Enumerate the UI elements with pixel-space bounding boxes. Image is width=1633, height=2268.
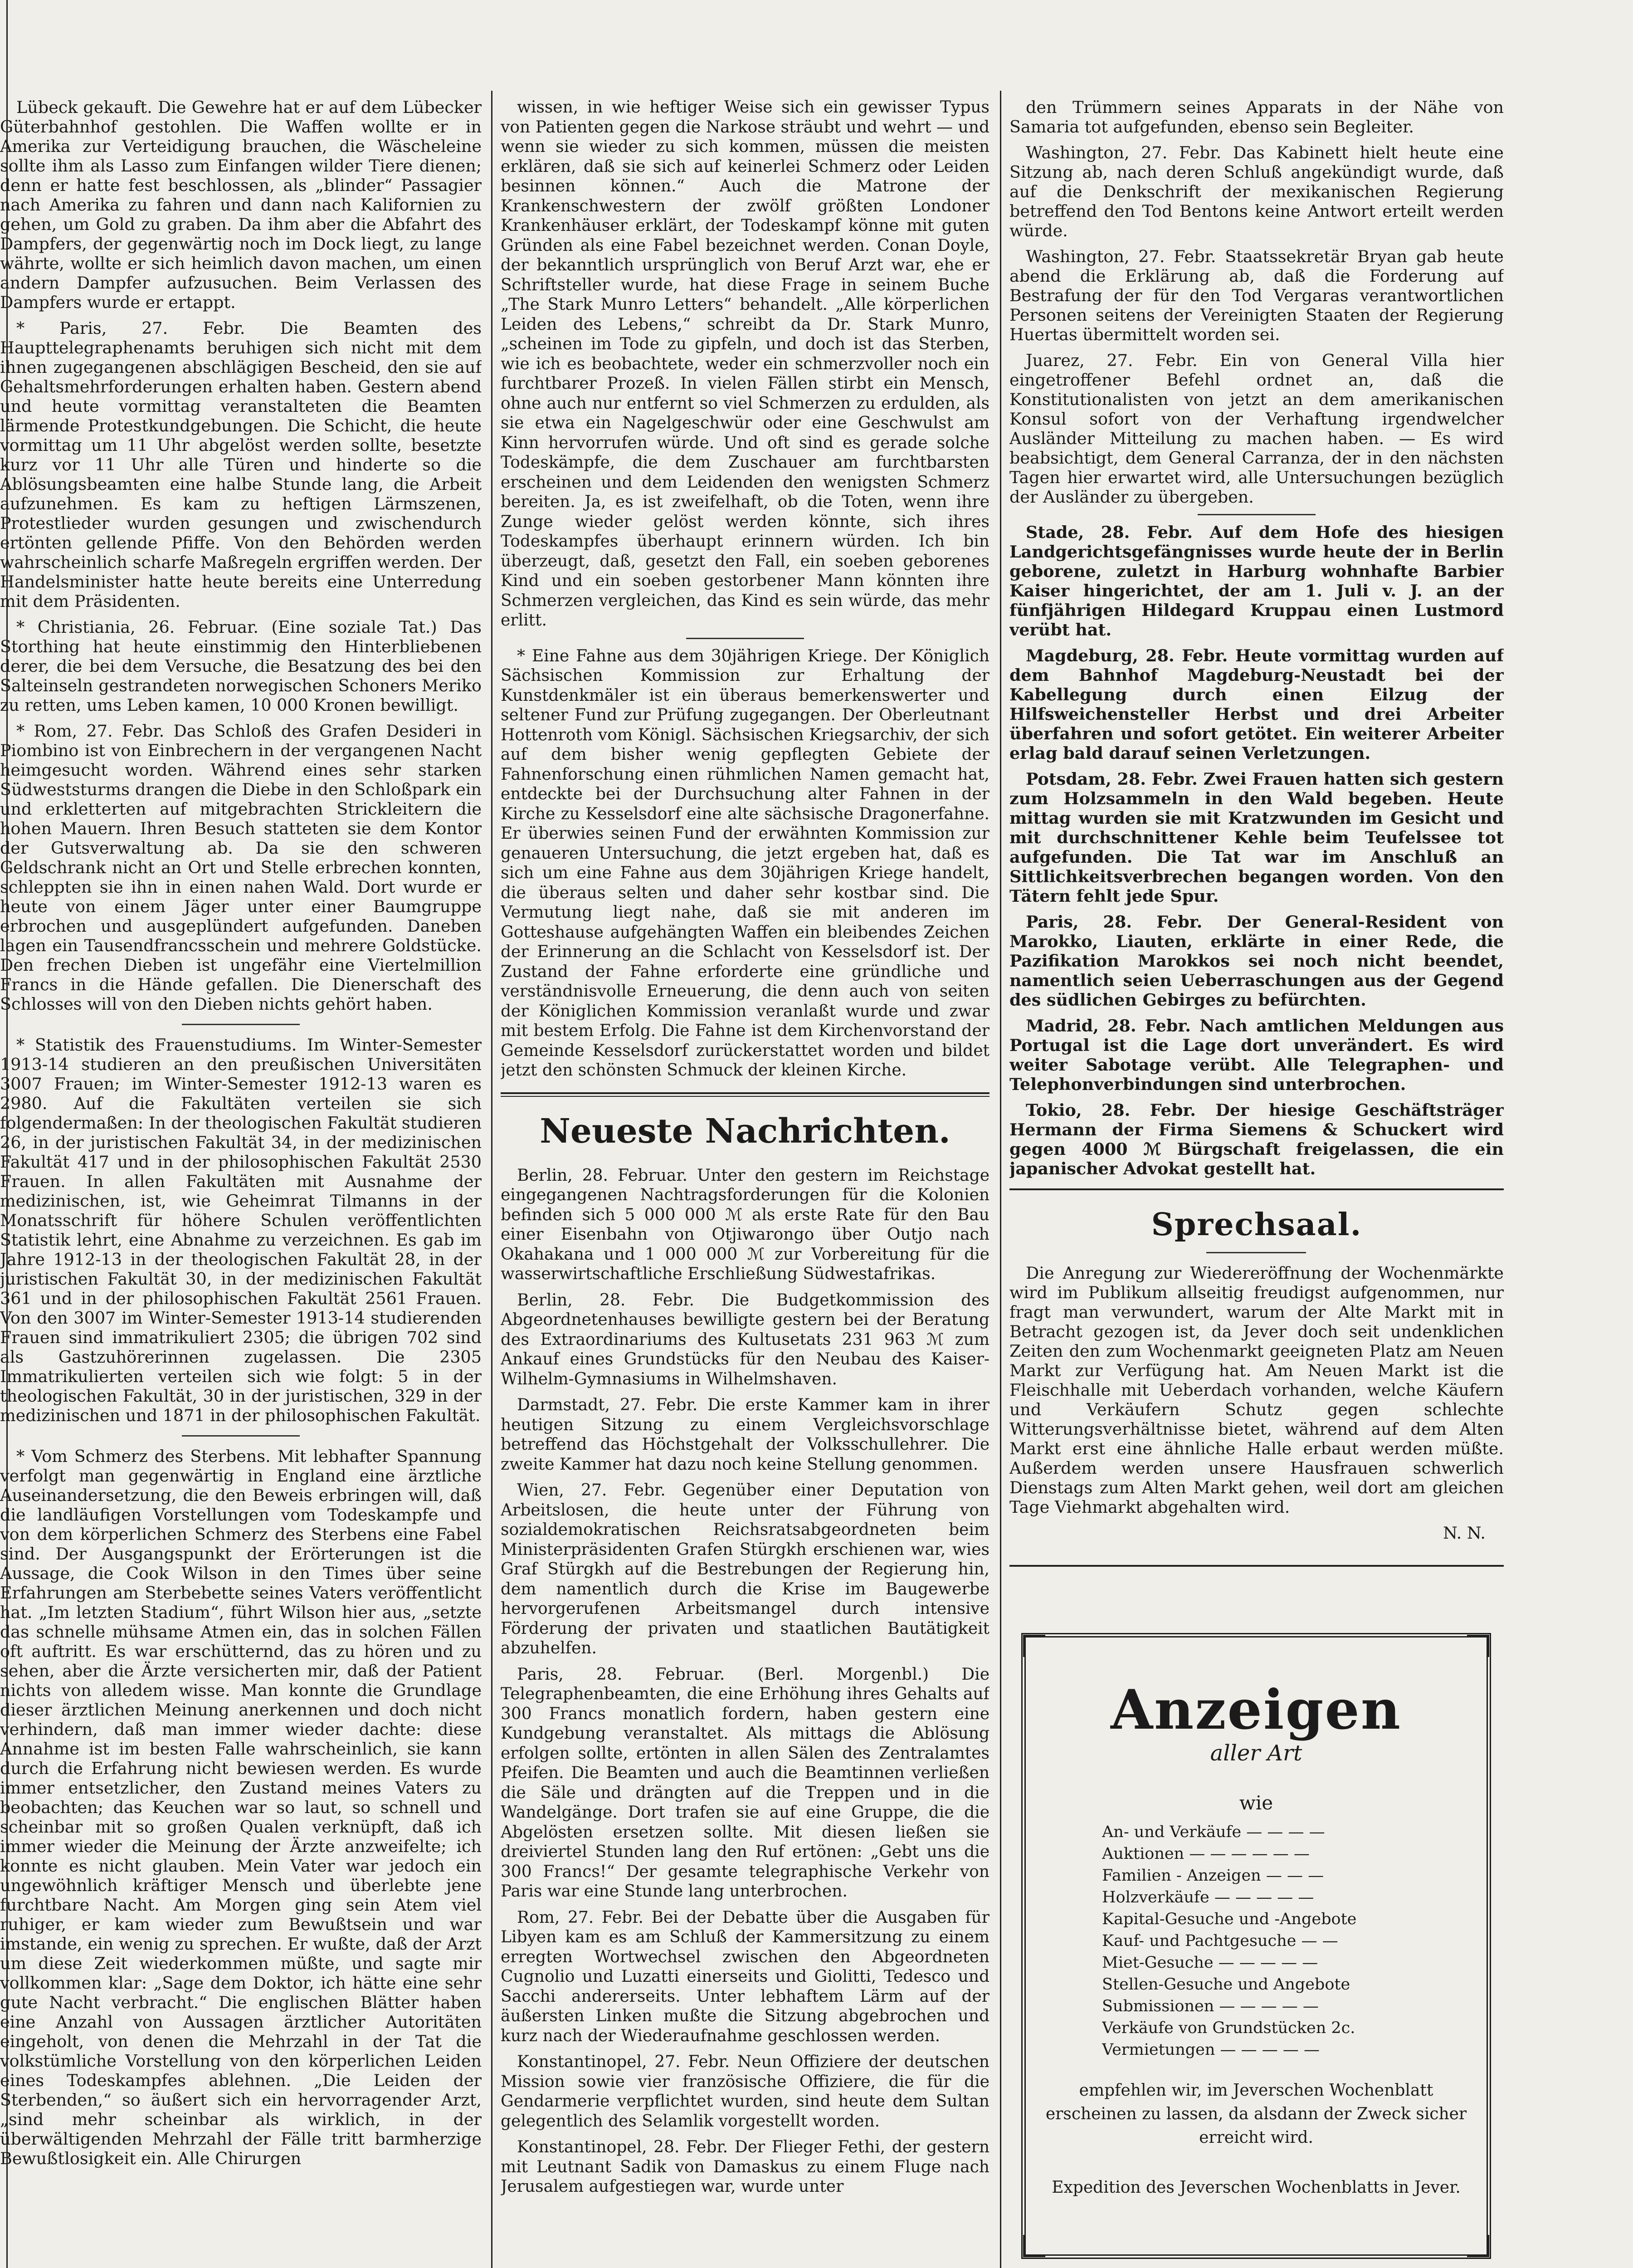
news-berlin-1: Berlin, 28. Februar. Unter den gestern im Reichstage eingegangenen Nachtragsforderungen für die Kolonien befinden sich 5 000 000 ℳ als erste Rate für den Bau einer Eisenbahn von Otjiwarongo über Outjo nach Okahakana und 1 000 000 ℳ zur Vorbereitung für die wasserwirtschaftliche Erschließung Südwestafrikas.	[501, 1166, 990, 1283]
column-3	[1009, 98, 1504, 1218]
ad-expedition: Expedition des Jeverschen Wochenblatts in Jever.	[1052, 2178, 1461, 2197]
article-christiania: * Christiania, 26. Februar. (Eine soziale Tat.) Das Storthing hat heute einstimmig den Hinterbliebenen derer, die bei dem Versuche, die Besatzung des bei den Salteinseln gestrandeten norwegischen Schoners Meriko zu retten, ums Leben kamen, 10 000 Kronen bewilligt.	[0, 617, 482, 715]
news-paris: Paris, 28. Februar. (Berl. Morgenbl.) Die Telegraphenbeamten, die eine Erhöhung ihres Gehalts auf 300 Francs monatlich fordern, haben gestern eine Kundgebung veranstaltet. Als mittags die Ablösung erfolgen sollte, ertönten in allen Sälen des Zentralamtes Pfeifen. Die Beamten und auch die Beamtinnen verließen die Säle und drängten auf die Treppen und in die Wandelgänge. Dort trafen sie auf eine Gruppe, die die Abgelösten ersetzen sollte. Mit diesen ließen sie dreiviertel Stunden lang den Ruf ertönen: „Gebt uns die 300 Francs!“ Der gesamte telegraphische Verkehr von Paris war eine Stunde lang unterbrochen.	[501, 1665, 990, 1901]
sprechsaal-heading: Sprechsaal.	[1151, 1207, 1362, 1243]
ad-title: Anzeigen	[1111, 1678, 1402, 1742]
article-schmerz-cont: wissen, in wie heftiger Weise sich ein gewisser Typus von Patienten gegen die Narkose sträubt und wehrt — und wenn sie wieder zu sich kommen, müssen die meisten erklären, daß sie sich auf keinerlei Schmerz oder Leiden besinnen können.“ Auch die Matrone der Krankenschwestern der zwölf größten Londoner Krankenhäuser erklärt, der Todeskampf könne mit guten Gründen als eine Fabel bezeichnet werden. Conan Doyle, der bekanntlich ursprünglich von Beruf Arzt war, ehe er Schriftsteller wurde, hat diese Frage in seinem Buche „The Stark Munro Letters“ behandelt. „Alle körperlichen Leiden des Lebens,“ schreibt da Dr. Stark Munro, „scheinen im Tode zu gipfeln, und doch ist das Sterben, wie ich es beobachtete, weder ein schmerzvoller noch ein furchtbarer Prozeß. In vielen Fällen stirbt ein Mensch, ohne auch nur entfernt so viel Schmerzen zu erdulden, als sie etwa ein Nagelgeschwür oder eine Geschwulst am Kinn hervorrufen würde. Und oft sind es gerade solche Todeskämpfe, die dem Zuschauer am furchtbarsten erscheinen und dem Leidenden den wenigsten Schmerz bereiten. Ja, es ist zweifelhaft, ob die Toten, wenn ihre Zunge wieder gelöst werden könnte, sich ihres Todeskampfes überhaupt erinnern würden. Ich bin überzeugt, daß, gesetzt den Fall, ein soeben geborenes Kind und ein soeben gestorbener Mann könnten ihre Schmerzen vergleichen, das Kind es sein würde, das mehr erlitt.	[501, 98, 990, 630]
ornament-corner	[1023, 1635, 1045, 1657]
news-paris-marokko: Paris, 28. Febr. Der General-Resident von Marokko, Liauten, erklärte in einer Rede, die Pazifikation Marokkos sei noch nicht beendet, namentlich seien Ueberraschungen aus der Gegend des südlichen Gebirges zu befürchten.	[1009, 912, 1504, 1010]
ad-list-item: An- und Verkäufe — — — —	[1102, 1823, 1325, 1841]
ad-footer: empfehlen wir, im Jeverschen Wochenblatt erscheinen zu lassen, da alsdann der Zweck sicher erreicht wird.	[1045, 2081, 1467, 2147]
ad-list-item: Familien - Anzeigen — — —	[1102, 1867, 1324, 1885]
news-washington-1: Washington, 27. Febr. Das Kabinett hielt heute eine Sitzung ab, nach deren Schluß angekündigt wurde, daß auf die Denkschrift der mexikanischen Regierung betreffend den Tod Bentons keine Antwort erteilt werden würde.	[1009, 143, 1504, 240]
sprechsaal-text: Die Anregung zur Wiedereröffnung der Wochenmärkte wird im Publikum allseitig freudigst aufgenommen, nur fragt man verwundert, warum der Alte Markt mit in Betracht gezogen ist, da Jever doch seit undenklichen Zeiten den zum Wochenmarkt geeigneten Platz am Neuen Markt zur Verfügung hat. Am Neuen Markt ist die Fleischhalle mit Ueberdach vorhanden, welche Käufern und Verkäufern Schutz gegen schlechte Witterungsverhältnisse bietet, während auf dem Alten Markt erst eine ähnliche Halle erbaut werden müßte. Außerdem werden unsere Hausfrauen schwerlich Dienstags zum Alten Markt gehen, weil dort am gleichen Tage Viehmarkt abgehalten wird.	[1009, 1263, 1504, 1517]
neueste-top-rule	[501, 1092, 990, 1094]
ornament-corner	[1467, 2235, 1489, 2257]
column-rule	[491, 91, 492, 2268]
sprechsaal-top-rule	[1009, 1188, 1504, 1190]
ad-list	[1102, 1821, 1410, 2061]
ornament-corner	[1467, 1635, 1489, 1657]
column-1	[0, 98, 482, 2268]
news-wien: Wien, 27. Febr. Gegenüber einer Deputation von Arbeitslosen, die heute unter der Führung von sozialdemokratischen Reichsratsabgeordneten beim Ministerpräsidenten Grafen Stürgkh erschienen war, wies Graf Stürgkh auf die Bestrebungen der Regierung hin, dem namentlich durch die Krise im Baugewerbe hervorgerufenen Arbeitsmangel durch intensive Förderung der privaten und staatlichen Bautätigkeit abzuhelfen.	[501, 1481, 990, 1657]
article-paris-telegraph: * Paris, 27. Febr. Die Beamten des Haupttelegraphenamts beruhigen sich nicht mit dem ihnen zugegangenen abschlägigen Bescheid, den sie auf Gehaltsmehrforderungen erhalten haben. Gestern abend und heute vormittag veranstalteten die Beamten lärmende Protestkundgebungen. Die Schicht, die heute vormittag um 11 Uhr abgelöst werden sollte, besetzte kurz vor 11 Uhr alle Türen und hinderte so die Ablösungsbeamten eine halbe Stunde lang, die Arbeit aufzunehmen. Es kam zu heftigen Lärmszenen, Protestlieder wurden gesungen und zwischendurch ertönten gellende Pfiffe. Von den Behörden werden wahrscheinlich scharfe Maßregeln ergriffen werden. Der Handelsminister hatte heute bereits eine Unterredung mit dem Präsidenten.	[0, 318, 482, 611]
ad-list-item: Stellen-Gesuche und Angebote	[1102, 1975, 1350, 1994]
ad-list-item: Auktionen — — — — — —	[1102, 1845, 1310, 1863]
news-rom: Rom, 27. Febr. Bei der Debatte über die Ausgaben für Libyen kam es am Schluß der Kammersitzung zu einem erregten Wortwechsel zwischen den Abgeordneten Cugnolio und Luzatti einerseits und Giolitti, Tedesco und Sacchi andererseits. Unter lebhaftem Lärm auf der äußersten Linken mußte die Sitzung abgebrochen und kurz nach der Wiederaufnahme geschlossen werden.	[501, 1908, 990, 2045]
news-potsdam: Potsdam, 28. Febr. Zwei Frauen hatten sich gestern zum Holzsammeln in den Wald begeben. Heute mittag wurden sie mit Kratzwunden im Gesicht und mit durchschnittener Kehle beim Teufelssee tot aufgefunden. Die Tat war im Anschluß an Sittlichkeitsverbrechen begangen worden. Von den Tätern fehlt jede Spur.	[1009, 769, 1504, 906]
news-stade: Stade, 28. Febr. Auf dem Hofe des hiesigen Landgerichtsgefängnisses wurde heute der in Berlin geborene, zuletzt in Harburg wohnhafte Barbier Kaiser hingerichtet, der am 1. Juli v. J. an der fünfjährigen Hildegard Kruppau einen Lustmord verübt hat.	[1009, 523, 1504, 640]
sprechsaal-signature: N. N.	[1443, 1523, 1486, 1543]
separator	[686, 638, 804, 639]
ornament-corner	[1023, 2235, 1045, 2257]
neueste-top-rule-2	[501, 1096, 990, 1097]
ad-list-item: Holzverkäufe — — — — —	[1102, 1888, 1314, 1906]
ad-wie: wie	[1239, 1792, 1273, 1814]
news-samaria: den Trümmern seines Apparats in der Nähe von Samaria tot aufgefunden, ebenso sein Begleiter.	[1009, 98, 1504, 137]
ad-list-item: Miet-Gesuche — — — — —	[1102, 1954, 1318, 1972]
news-magdeburg: Magdeburg, 28. Febr. Heute vormittag wurden auf dem Bahnhof Magdeburg-Neustadt bei der Kabellegung durch einen Eilzug der Hilfsweichensteller Herbst und drei Arbeiter überfahren und sofort getötet. Ein weiterer Arbeiter erlag bald darauf seinen Verletzungen.	[1009, 646, 1504, 763]
column-2	[501, 98, 990, 2268]
separator	[182, 1024, 300, 1025]
neueste-nachrichten-heading: Neueste Nachrichten.	[540, 1111, 951, 1151]
news-berlin-2: Berlin, 28. Febr. Die Budgetkommission des Abgeordnetenhauses bewilligte gestern bei der Beratung des Extraordinariums des Kultusetats 231 963 ℳ zum Ankauf eines Grundstücks für den Neubau des Kaiser-Wilhelm-Gymnasiums in Wilhelmshaven.	[501, 1290, 990, 1388]
news-darmstadt: Darmstadt, 27. Febr. Die erste Kammer kam in ihrer heutigen Sitzung zu einem Vergleichsvorschlage betreffend das Höchstgehalt der Volksschullehrer. Die zweite Kammer hat dazu noch keine Stellung genommen.	[501, 1396, 990, 1474]
separator	[182, 1435, 300, 1437]
ad-list-item: Verkäufe von Grundstücken 2c.	[1102, 2019, 1355, 2037]
anzeigen-advertisement	[1021, 1633, 1491, 2259]
news-tokio: Tokio, 28. Febr. Der hiesige Geschäftsträger Hermann der Firma Siemens & Schuckert wird gegen 4000 ℳ Bürgschaft freigelassen, die ein japanischer Advokat gestellt hat.	[1009, 1100, 1504, 1178]
news-washington-2: Washington, 27. Febr. Staatssekretär Bryan gab heute abend die Erklärung ab, daß die Forderung auf Bestrafung der für den Tod Vergaras verantwortlichen Personen seitens der Vereinigten Staaten der Regierung Huertas übermittelt worden sei.	[1009, 247, 1504, 344]
ad-top-rule	[1009, 1565, 1504, 1567]
ad-list-item: Kapital-Gesuche und -Angebote	[1102, 1910, 1357, 1928]
separator	[1198, 514, 1316, 515]
article-frauenstudium: * Statistik des Frauenstudiums. Im Winter-Semester 1913-14 studieren an den preußischen Universitäten 3007 Frauen; im Winter-Semester 1912-13 waren es 2980. Auf die Fakultäten verteilen sie sich folgendermaßen: In der theologischen Fakultät studieren 26, in der juristischen Fakultät 34, in der medizinischen Fakultät 417 und in der philosophischen Fakultät 2530 Frauen. In allen Fakultäten mit Ausnahme der medizinischen, ist, wie Geheimrat Tilmanns in der Monatsschrift für höhere Schulen veröffentlichten Statistik lehrt, eine Abnahme zu verzeichnen. Es gab im Jahre 1912-13 in der theologischen Fakultät 28, in der juristischen Fakultät 30, in der medizinischen Fakultät 361 und in der philosophischen Fakultät 2561 Frauen. Von den 3007 im Winter-Semester 1913-14 studierenden Frauen sind immatrikuliert 2305; die übrigen 702 sind als Gastzuhörerinnen zugelassen. Die 2305 Immatrikulierten verteilen sich wie folgt: 5 in der theologischen Fakultät, 30 in der juristischen, 329 in der medizinischen und 1871 in der philosophischen Fakultät.	[0, 1035, 482, 1425]
article-schmerz-sterbens: * Vom Schmerz des Sterbens. Mit lebhafter Spannung verfolgt man gegenwärtig in England eine ärztliche Auseinandersetzung, die den Beweis erbringen will, daß die landläufigen Vorstellungen vom Todeskampfe und von dem körperlichen Schmerz des Sterbens eine Fabel sind. Der Ausgangspunkt der Erörterungen ist die Aussage, die Cook Wilson in den Times über seine Erfahrungen am Sterbebette seines Vaters veröffentlicht hat. „Im letzten Stadium“, führt Wilson hier aus, „setzte das schnelle mühsame Atmen ein, das in solchen Fällen oft auftritt. Es war erschütternd, das zu hören und zu sehen, aber die Ärzte versicherten mir, daß der Patient nichts von alledem wisse. Man konnte die Grundlage dieser ärztlichen Meinung anerkennen und doch nicht verhindern, daß man immer wieder dachte: diese Annahme ist im besten Falle wahrscheinlich, sie kann durch die Erfahrung nicht bewiesen werden. Es wurde immer entsetzlicher, den Zustand meines Vaters zu beobachten; das Keuchen war so laut, so schnell und scheinbar mit so großen Qualen verknüpft, daß ich immer wieder die Meinung der Ärzte anzweifelte; ich konnte es nicht glauben. Mein Vater war jedoch ein ungewöhnlich kräftiger Mensch und überlebte jene furchtbare Nacht. Am Morgen ging sein Atem viel ruhiger, er kam wieder zum Bewußtsein und war imstande, ein wenig zu sprechen. Er wußte, daß der Arzt um diese Zeit wiederkommen müßte, und sagte mir vollkommen klar: „Sage dem Doktor, ich hätte eine sehr gute Nacht verbracht.“ Die englischen Blätter haben eine Anzahl von Aussagen ärztlicher Autoritäten eingeholt, von denen die Mehrzahl in der Tat die volkstümliche Vorstellung von den körperlichen Leiden eines Todeskampfes ablehnen. „Die Leiden der Sterbenden,“ so äußert sich ein hervorragender Arzt, „sind mehr scheinbar als wirklich, in der überwältigenden Mehrzahl der Fälle tritt barmherzige Bewußtlosigkeit ein. Alle Chirurgen	[0, 1447, 482, 2168]
ad-list-item: Vermietungen — — — — —	[1102, 2041, 1320, 2059]
article-rom-schloss: * Rom, 27. Febr. Das Schloß des Grafen Desideri in Piombino ist von Einbrechern in der vergangenen Nacht heimgesucht worden. Während eines sehr starken Südweststurms drangen die Diebe in den Schloßpark ein und erkletterten auf mitgebrachten Strickleitern die hohen Mauern. Ihren Besuch statteten sie dem Kontor der Gutsverwaltung ab. Da sie den schweren Geldschrank nicht an Ort und Stelle erbrechen konnten, schleppten sie ihn in einen nahen Wald. Dort wurde er heute von einem Jäger unter einer Baumgruppe erbrochen und ausgeplündert aufgefunden. Daneben lagen ein Tausendfrancsschein und mehrere Goldstücke. Den frechen Dieben ist ungefähr eine Viertelmillion Francs in die Hände gefallen. Die Dienerschaft des Schlosses will von den Dieben nichts gehört haben.	[0, 721, 482, 1014]
sprechsaal-column	[1009, 1263, 1504, 1554]
ad-subtitle: aller Art	[1210, 1740, 1302, 1766]
column-rule	[1000, 91, 1001, 2268]
article-luebeck: Lübeck gekauft. Die Gewehre hat er auf dem Lübecker Güterbahnhof gestohlen. Die Waffen wollte er in Amerika zur Verteidigung brauchen, die Wäscheleine sollte ihm als Lasso zum Einfangen wilder Tiere dienen; denn er hatte fest beschlossen, als „blinder“ Passagier nach Amerika zu fahren und dann nach Kalifornien zu gehen, um Gold zu graben. Da ihm aber die Abfahrt des Dampfers, der gegenwärtig noch im Dock liegt, zu lange währte, wollte er sich heimlich davon machen, um einen andern Dampfer aufzusuchen. Beim Verlassen des Dampfers wurde er ertappt.	[0, 98, 482, 312]
separator	[1206, 1252, 1306, 1253]
news-madrid: Madrid, 28. Febr. Nach amtlichen Meldungen aus Portugal ist die Lage dort unverändert. Es wird weiter Sabotage verübt. Alle Telegraphen- und Telephonverbindungen sind unterbrochen.	[1009, 1016, 1504, 1094]
news-konstantinopel-1: Konstantinopel, 27. Febr. Neun Offiziere der deutschen Mission sowie vier französische Offiziere, die für die Gendarmerie verpflichtet wurden, sind heute dem Sultan gelegentlich des Selamlik vorgestellt worden.	[501, 2053, 990, 2131]
ad-content	[1044, 1656, 1468, 2236]
ad-list-item: Submissionen — — — — —	[1102, 1997, 1319, 2015]
news-konstantinopel-2: Konstantinopel, 28. Febr. Der Flieger Fethi, der gestern mit Leutnant Sadik von Damaskus zu einem Fluge nach Jerusalem aufgestiegen war, wurde unter	[501, 2138, 990, 2196]
news-juarez: Juarez, 27. Febr. Ein von General Villa hier eingetroffener Befehl ordnet an, daß die Konstitutionalisten von jetzt an dem amerikanischen Konsul sofort von der Verhaftung irgendwelcher Ausländer Mitteilung zu machen haben. — Es wird beabsichtigt, dem General Carranza, der in den nächsten Tagen hier erwartet wird, alle Untersuchungen bezüglich der Ausländer zu übergeben.	[1009, 351, 1504, 507]
ad-list-item: Kauf- und Pachtgesuche — —	[1102, 1932, 1338, 1950]
article-fahne: * Eine Fahne aus dem 30jährigen Kriege. Der Königlich Sächsischen Kommission zur Erhaltung der Kunstdenkmäler ist ein überaus bemerkenswerter und seltener Fund zur Prüfung zugegangen. Der Oberleutnant Hottenroth vom Königl. Sächsischen Kriegsarchiv, der sich auf dem bisher wenig gepflegten Gebiete der Fahnenforschung einen rühmlichen Namen gemacht hat, entdeckte bei der Durchsuchung alter Fahnen in der Kirche zu Kesselsdorf eine alte sächsische Dragonerfahne. Er überwies seinen Fund der erwähnten Kommission zur genaueren Untersuchung, die jetzt ergeben hat, daß es sich um eine Fahne aus dem 30jährigen Kriege handelt, die überaus selten und daher sehr kostbar sind. Die Vermutung liegt nahe, daß sie mit anderen im Gotteshause aufgehängten Waffen ein bleibendes Zeichen der Erinnerung an die Schlacht von Kesselsdorf ist. Der Zustand der Fahne erforderte eine gründliche und verständnisvolle Erneuerung, die denn auch von seiten der Königlichen Kommission veranlaßt wurde und zwar mit bestem Erfolg. Die Fahne ist dem Kirchenvorstand der Gemeinde Kesselsdorf zurückerstattet worden und bildet jetzt den schönsten Schmuck der kleinen Kirche.	[501, 646, 990, 1080]
